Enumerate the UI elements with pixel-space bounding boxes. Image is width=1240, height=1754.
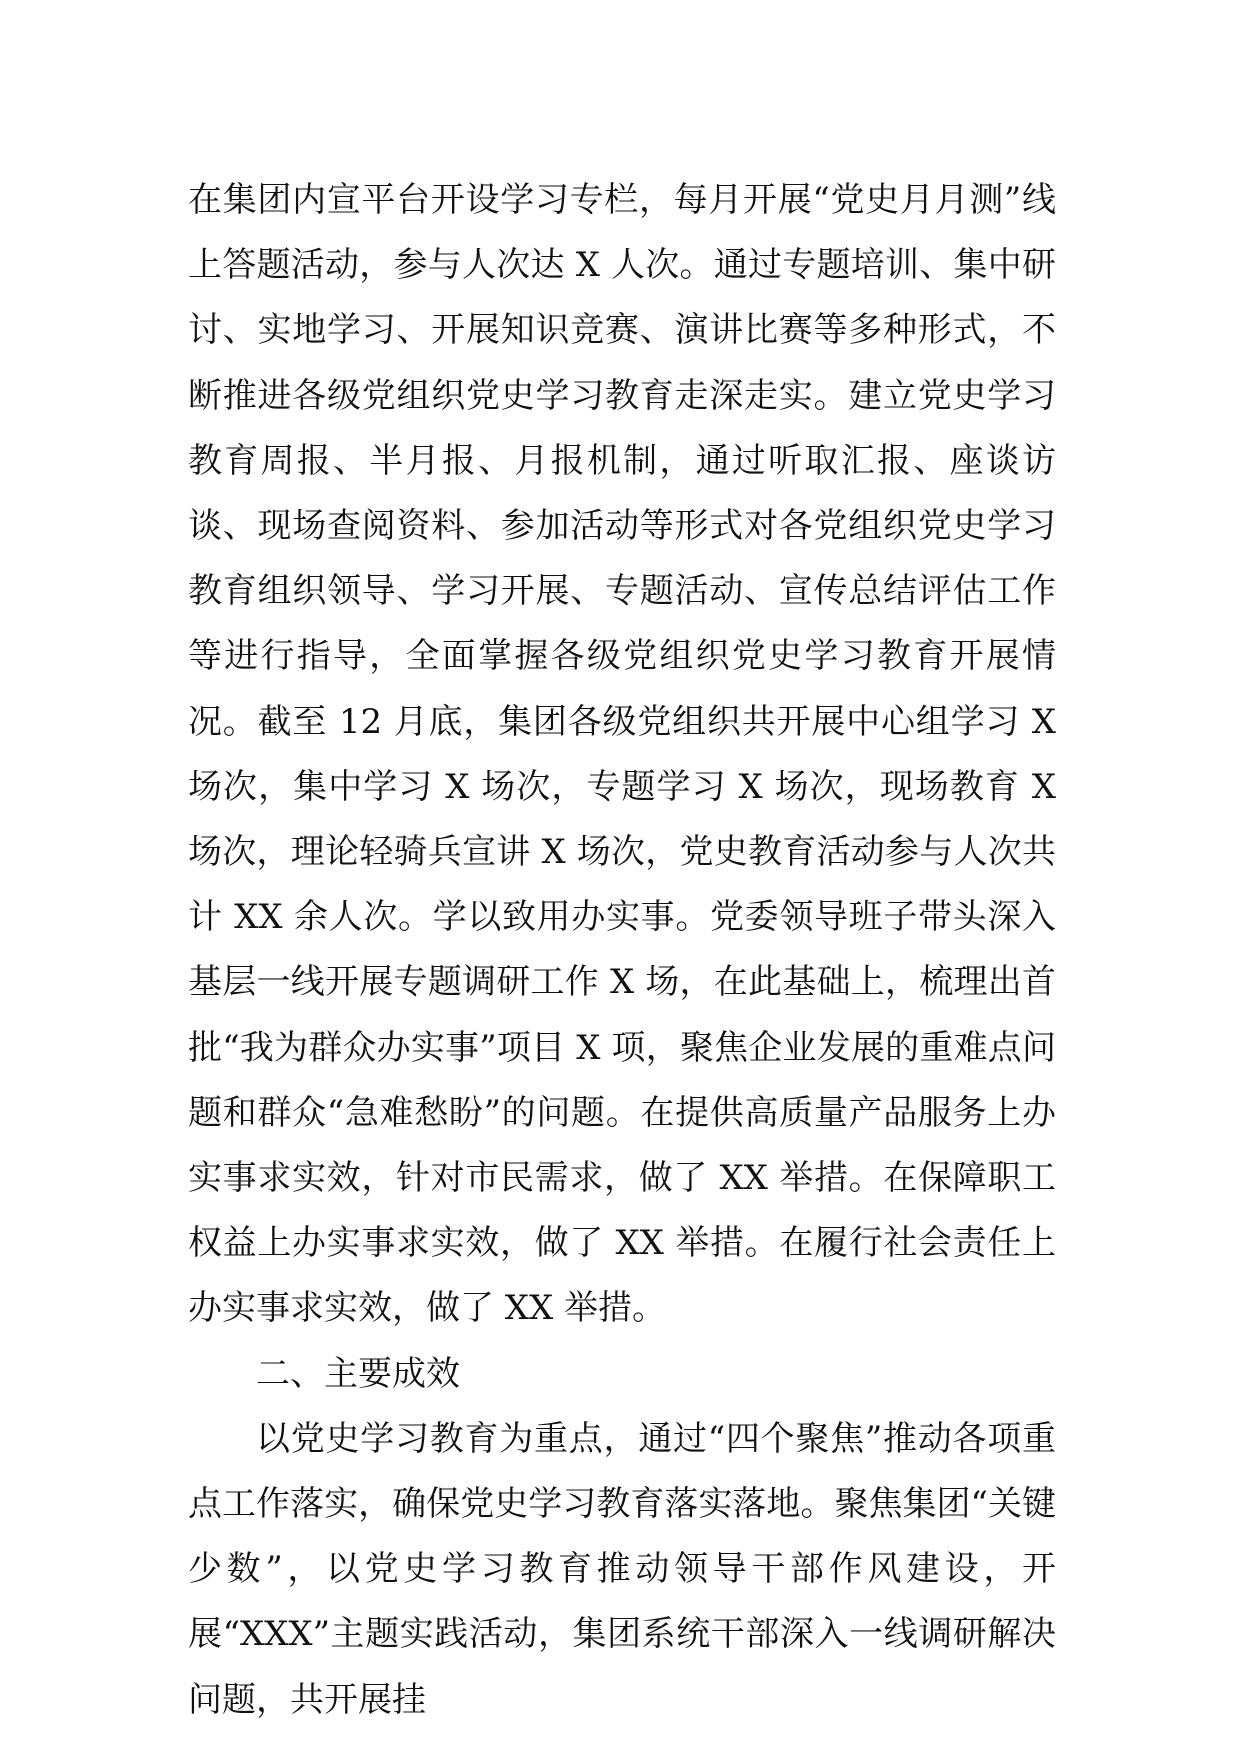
body-paragraph: 以党史学习教育为重点，通过“四个聚焦”推动各项重点工作落实，确保党史学习教育落实落地。聚焦集团“关键少数”，以党史学习教育推动领导干部作风建设，开展“XXX”主题实践活动，集团系统干部深入一线调研解决问题，共开展挂	[188, 1418, 1056, 1720]
section-heading: 二、主要成效	[256, 1353, 460, 1394]
document-body	[188, 168, 1056, 1733]
body-paragraph: 在集团内宣平台开设学习专栏，每月开展“党史月月测”线上答题活动，参与人次达 X 人次。通过专题培训、集中研讨、实地学习、开展知识竞赛、演讲比赛等多种形式，不断推进各级党组织党史学习教育走深走实。建立党史学习教育周报、半月报、月报机制，通过听取汇报、座谈访谈、现场查阅资料、参加活动等形式对各党组织党史学习教育组织领导、学习开展、专题活动、宣传总结评估工作等进行指导，全面掌握各级党组织党史学习教育开展情况。截至 12 月底，集团各级党组织共开展中心组学习 X 场次，集中学习 X 场次，专题学习 X 场次，现场教育 X 场次，理论轻骑兵宣讲 X 场次，党史教育活动参与人次共计 XX 余人次。学以致用办实事。党委领导班子带头深入基层一线开展专题调研工作 X 场，在此基础上，梳理出首批“我为群众办实事”项目 X 项，聚焦企业发展的重难点问题和群众“急难愁盼”的问题。在提供高质量产品服务上办实事求实效，针对市民需求，做了 XX 举措。在保障职工权益上办实事求实效，做了 XX 举措。在履行社会责任上办实事求实效，做了 XX 举措。	[188, 180, 1056, 1329]
